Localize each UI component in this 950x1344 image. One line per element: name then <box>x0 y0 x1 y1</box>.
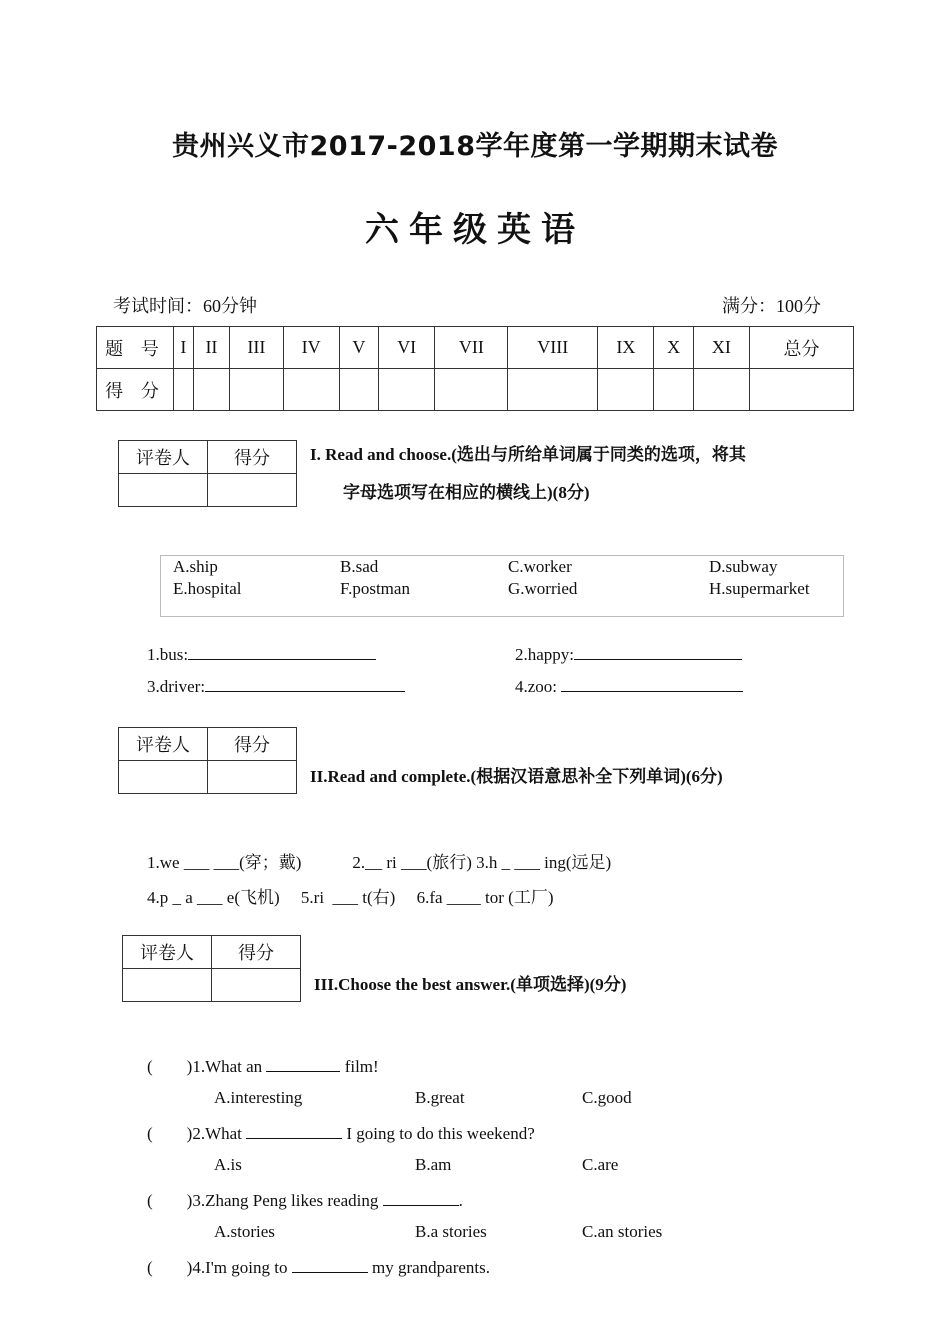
question-text: ( )4.I'm going to <box>147 1258 292 1277</box>
word-option: G.worried <box>508 579 578 598</box>
score-table-col: 总分 <box>749 327 853 369</box>
question-text: ( )2.What <box>147 1124 247 1143</box>
mc-option[interactable]: B.am <box>415 1155 452 1174</box>
score-table-score-row <box>97 369 854 411</box>
score-cell[interactable] <box>654 369 693 411</box>
word-option: H.supermarket <box>709 579 810 598</box>
mc-option[interactable]: C.good <box>582 1088 632 1107</box>
grader-score-label: 得分 <box>208 441 297 474</box>
grader-score-cell[interactable] <box>208 761 297 794</box>
answer-blank[interactable] <box>205 675 405 692</box>
word-option: B.sad <box>340 557 379 576</box>
answer-blank[interactable] <box>266 1055 340 1072</box>
section2-title: II.Read and complete.(根据汉语意思补全下列单词)(6分) <box>310 767 723 786</box>
answer-blank[interactable] <box>292 1256 368 1273</box>
question-1-1 <box>147 643 376 665</box>
question-label: 1.bus: <box>147 645 189 664</box>
section3-title: III.Choose the best answer.(单项选择)(9分) <box>314 975 627 994</box>
grader-score-label: 得分 <box>208 728 297 761</box>
question-text: my grandparents. <box>367 1258 490 1277</box>
grader-label: 评卷人 <box>119 441 208 474</box>
score-cell[interactable] <box>339 369 378 411</box>
word-option: F.postman <box>340 579 410 598</box>
grader-label: 评卷人 <box>119 728 208 761</box>
score-table-col: IX <box>598 327 654 369</box>
grader-cell[interactable] <box>119 474 208 507</box>
question-1-2 <box>515 643 742 665</box>
score-table-col: VI <box>379 327 435 369</box>
score-cell[interactable] <box>283 369 339 411</box>
score-table-col: VIII <box>508 327 598 369</box>
word-option: C.worker <box>508 557 572 576</box>
answer-blank[interactable] <box>574 643 742 660</box>
grader-box-2 <box>118 727 297 794</box>
question-text: . <box>458 1191 463 1210</box>
score-table-col: I <box>174 327 194 369</box>
mc-option[interactable]: A.is <box>214 1155 242 1174</box>
score-table-col: X <box>654 327 693 369</box>
score-table-row-label: 得 分 <box>97 369 174 411</box>
mc-question-3 <box>147 1189 463 1211</box>
score-table-col: III <box>230 327 283 369</box>
score-cell[interactable] <box>693 369 749 411</box>
grader-score-cell[interactable] <box>208 474 297 507</box>
score-cell[interactable] <box>379 369 435 411</box>
exam-time: 考试时间：60分钟 <box>113 296 257 316</box>
answer-blank[interactable] <box>246 1122 342 1139</box>
score-cell[interactable] <box>598 369 654 411</box>
score-table-col: IV <box>283 327 339 369</box>
score-table <box>96 326 854 411</box>
question-text: I going to do this weekend? <box>342 1124 535 1143</box>
grader-box-1 <box>118 440 297 507</box>
question-text: film! <box>340 1057 379 1076</box>
question-label: 4.zoo: <box>515 677 558 696</box>
mc-question-1 <box>147 1055 379 1077</box>
question-text: ( )3.Zhang Peng likes reading <box>147 1191 383 1210</box>
grader-cell[interactable] <box>119 761 208 794</box>
grader-score-label: 得分 <box>212 936 301 969</box>
score-cell[interactable] <box>435 369 508 411</box>
score-table-header-row <box>97 327 854 369</box>
grader-box-3 <box>122 935 301 1002</box>
mc-option[interactable]: B.great <box>415 1088 465 1107</box>
mc-option[interactable]: A.stories <box>214 1222 275 1241</box>
score-cell[interactable] <box>230 369 283 411</box>
question-label: 2.happy: <box>515 645 575 664</box>
full-score: 满分：100分 <box>722 296 821 316</box>
score-cell[interactable] <box>174 369 194 411</box>
section1-title-line1: I. Read and choose.(选出与所给单词属于同类的选项，将其 <box>310 445 746 464</box>
score-table-col: XI <box>693 327 749 369</box>
score-table-col: VII <box>435 327 508 369</box>
score-table-col: II <box>193 327 230 369</box>
question-text: ( )1.What an <box>147 1057 267 1076</box>
score-table-row-label: 题 号 <box>97 327 174 369</box>
score-cell[interactable] <box>508 369 598 411</box>
answer-blank[interactable] <box>561 675 743 692</box>
grader-label: 评卷人 <box>123 936 212 969</box>
answer-blank[interactable] <box>188 643 376 660</box>
score-cell[interactable] <box>193 369 230 411</box>
section2-line2: 4.p _ a ___ e(飞机) 5.ri ___ t(右) 6.fa ____ tor (工厂) <box>147 888 554 907</box>
section1-title-line2: 字母选项写在相应的横线上)(8分) <box>343 483 590 502</box>
mc-option[interactable]: C.an stories <box>582 1222 663 1241</box>
word-option: E.hospital <box>173 579 242 598</box>
exam-subtitle: 六年级英语 <box>365 210 585 250</box>
mc-option[interactable]: C.are <box>582 1155 619 1174</box>
mc-option[interactable]: A.interesting <box>214 1088 303 1107</box>
exam-title: 贵州兴义市2017-2018学年度第一学期期末试卷 <box>172 131 778 162</box>
answer-blank[interactable] <box>383 1189 459 1206</box>
mc-option[interactable]: B.a stories <box>415 1222 487 1241</box>
grader-cell[interactable] <box>123 969 212 1002</box>
grader-score-cell[interactable] <box>212 969 301 1002</box>
section2-line1: 1.we ___ ___(穿；戴) 2.__ ri ___(旅行) 3.h _ ___ ing(远足) <box>147 853 612 872</box>
question-label: 3.driver: <box>147 677 206 696</box>
mc-question-4 <box>147 1256 490 1278</box>
question-1-3 <box>147 675 405 697</box>
score-cell[interactable] <box>749 369 853 411</box>
word-option: D.subway <box>709 557 778 576</box>
score-table-col: V <box>339 327 378 369</box>
question-1-4 <box>515 675 743 697</box>
mc-question-2 <box>147 1122 535 1144</box>
word-option: A.ship <box>173 557 218 576</box>
